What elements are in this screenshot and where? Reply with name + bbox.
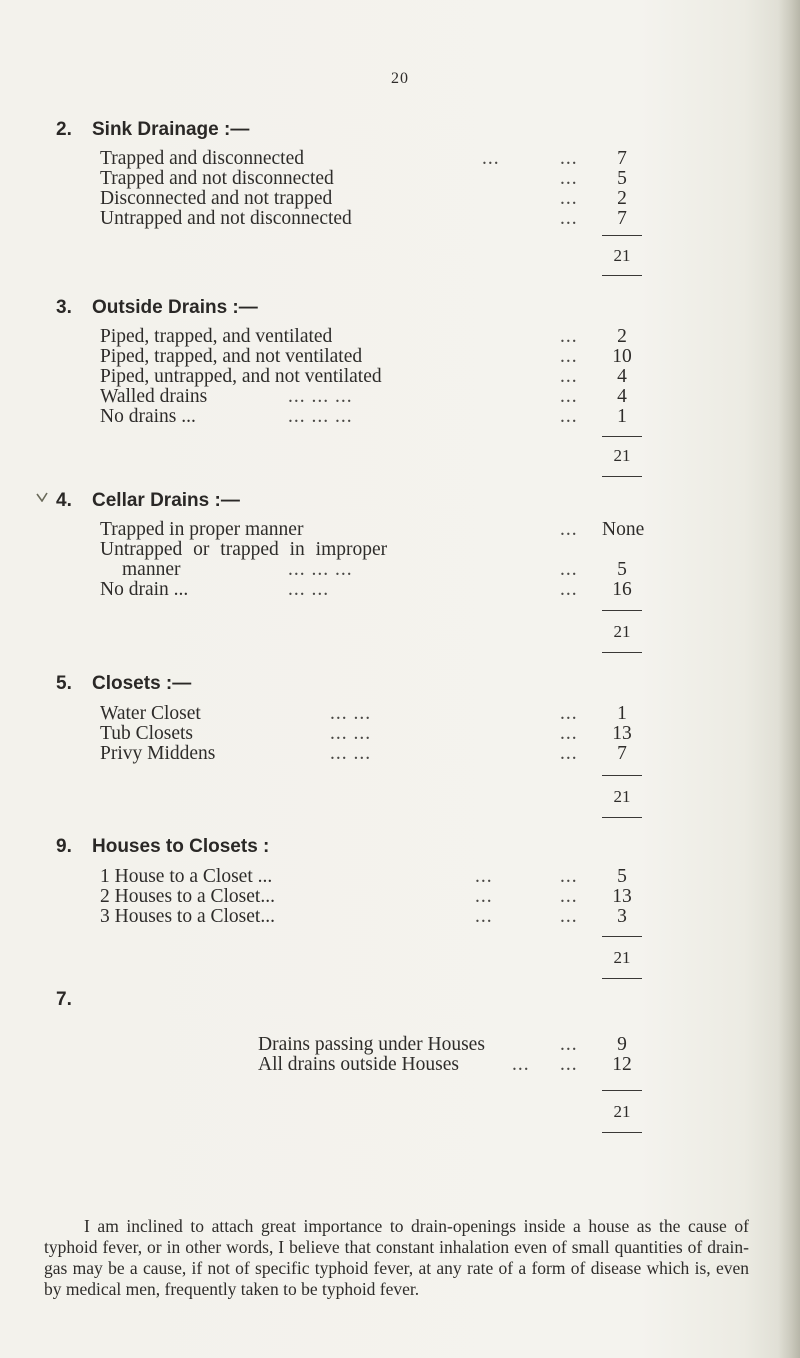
section-number: 4. <box>56 490 72 511</box>
section-number: 5. <box>56 673 72 694</box>
leader-dots: ... <box>560 723 578 744</box>
section-total: 21 <box>613 446 631 465</box>
item-value: 3 <box>617 906 627 927</box>
total-rule <box>602 275 642 276</box>
item-value: 5 <box>617 168 627 189</box>
total-rule <box>602 1090 642 1091</box>
leader-dots: ... <box>560 208 578 229</box>
item-label: Trapped and disconnected <box>100 148 304 169</box>
item-label: No drains ... <box>100 406 196 427</box>
leader-dots: ... <box>560 366 578 387</box>
item-label: Drains passing under Houses <box>258 1034 485 1055</box>
leader-dots: ... <box>560 406 578 427</box>
item-value: 5 <box>617 866 627 887</box>
page-edge-shadow <box>778 0 800 1358</box>
item-label: No drain ... <box>100 579 189 600</box>
total-rule <box>602 1132 642 1133</box>
leader-dots: ... <box>475 886 493 907</box>
item-label: Untrapped and not disconnected <box>100 208 352 229</box>
item-value: None <box>602 519 645 540</box>
leader-dots: ... <box>560 168 578 189</box>
leader-dots: ... <box>560 346 578 367</box>
item-value: 1 <box>617 406 627 427</box>
item-value: 4 <box>617 386 627 407</box>
item-label: Piped, untrapped, and not ventilated <box>100 366 382 387</box>
section-title: Sink Drainage :— <box>92 119 250 140</box>
leader-dots: ... ... <box>330 723 372 744</box>
item-value: 5 <box>617 559 627 580</box>
item-label: manner <box>122 559 181 580</box>
item-label: Water Closet <box>100 703 201 724</box>
leader-dots: ... <box>475 906 493 927</box>
section-total: 21 <box>613 1102 631 1121</box>
section-number: 7. <box>56 989 72 1010</box>
leader-dots: ... ... ... <box>288 559 353 580</box>
leader-dots: ... ... <box>330 703 372 724</box>
leader-dots: ... <box>482 148 500 169</box>
total-rule <box>602 775 642 776</box>
item-value: 13 <box>612 886 632 907</box>
leader-dots: ... <box>560 386 578 407</box>
section-heading-cellar-drains <box>56 490 240 512</box>
item-label: Piped, trapped, and not ventilated <box>100 346 363 367</box>
item-value: 2 <box>617 326 627 347</box>
leader-dots: ... ... ... <box>288 386 353 407</box>
leader-dots: ... <box>560 519 578 540</box>
item-label: Disconnected and not trapped <box>100 188 333 209</box>
total-rule <box>602 936 642 937</box>
leader-dots: ... <box>560 188 578 209</box>
item-label: 3 Houses to a Closet... <box>100 906 275 927</box>
section-title: Outside Drains :— <box>92 297 258 318</box>
item-label: Privy Middens <box>100 743 216 764</box>
item-label: 2 Houses to a Closet... <box>100 886 275 907</box>
item-value: 12 <box>612 1054 632 1075</box>
leader-dots: ... <box>560 906 578 927</box>
item-value: 16 <box>612 579 632 600</box>
item-value: 7 <box>617 743 627 764</box>
total-rule <box>602 652 642 653</box>
leader-dots: ... <box>560 1034 578 1055</box>
item-value: 9 <box>617 1034 627 1055</box>
section-title: Closets :— <box>92 673 192 694</box>
pencil-mark-icon <box>36 492 48 502</box>
leader-dots: ... ... ... <box>288 406 353 427</box>
section-heading-sink-drainage <box>56 119 249 141</box>
item-label: Untrapped or trapped in improper <box>100 539 388 560</box>
section-number: 2. <box>56 119 72 140</box>
section-heading-outside-drains <box>56 297 258 319</box>
paragraph-text: I am inclined to attach great importance to drain-openings inside a house as the cause of typhoid fever, or in other words, I believe that constant inhalation even of small quantities of drain-gas may be a cause, if not of specific typhoid fever, at any rate of a form of disease which is, even by medical men, frequently taken to be typhoid fever. <box>44 1216 749 1299</box>
leader-dots: ... <box>560 1054 578 1075</box>
item-value: 1 <box>617 703 627 724</box>
section-number: 9. <box>56 836 72 857</box>
leader-dots: ... <box>560 579 578 600</box>
section-total: 21 <box>613 622 631 641</box>
section-total: 21 <box>613 246 631 265</box>
leader-dots: ... ... <box>288 579 330 600</box>
section-title: Houses to Closets : <box>92 836 270 857</box>
leader-dots: ... <box>560 703 578 724</box>
section-heading-houses-to-closets <box>56 836 269 858</box>
item-value: 13 <box>612 723 632 744</box>
leader-dots: ... <box>560 886 578 907</box>
item-value: 7 <box>617 148 627 169</box>
section-heading-closets <box>56 673 191 695</box>
total-rule <box>602 436 642 437</box>
item-label: Tub Closets <box>100 723 194 744</box>
total-rule <box>602 235 642 236</box>
section-total: 21 <box>613 787 631 806</box>
item-value: 4 <box>617 366 627 387</box>
leader-dots: ... <box>512 1054 530 1075</box>
item-label: Walled drains <box>100 386 208 407</box>
page-number: 20 <box>391 70 409 87</box>
body-paragraph <box>44 1216 749 1300</box>
section-total: 21 <box>613 948 631 967</box>
leader-dots: ... <box>560 326 578 347</box>
leader-dots: ... <box>560 743 578 764</box>
item-label: Piped, trapped, and ventilated <box>100 326 333 347</box>
leader-dots: ... ... <box>330 743 372 764</box>
leader-dots: ... <box>475 866 493 887</box>
total-rule <box>602 978 642 979</box>
total-rule <box>602 610 642 611</box>
item-label: Trapped and not disconnected <box>100 168 334 189</box>
total-rule <box>602 476 642 477</box>
item-label: Trapped in proper manner <box>100 519 304 540</box>
leader-dots: ... <box>560 866 578 887</box>
total-rule <box>602 817 642 818</box>
item-label: 1 House to a Closet ... <box>100 866 273 887</box>
item-value: 7 <box>617 208 627 229</box>
section-title: Cellar Drains :— <box>92 490 240 511</box>
section-heading-drains-houses <box>56 989 92 1011</box>
leader-dots: ... <box>560 559 578 580</box>
item-label: All drains outside Houses <box>258 1054 459 1075</box>
section-number: 3. <box>56 297 72 318</box>
item-value: 10 <box>612 346 632 367</box>
item-value: 2 <box>617 188 627 209</box>
leader-dots: ... <box>560 148 578 169</box>
